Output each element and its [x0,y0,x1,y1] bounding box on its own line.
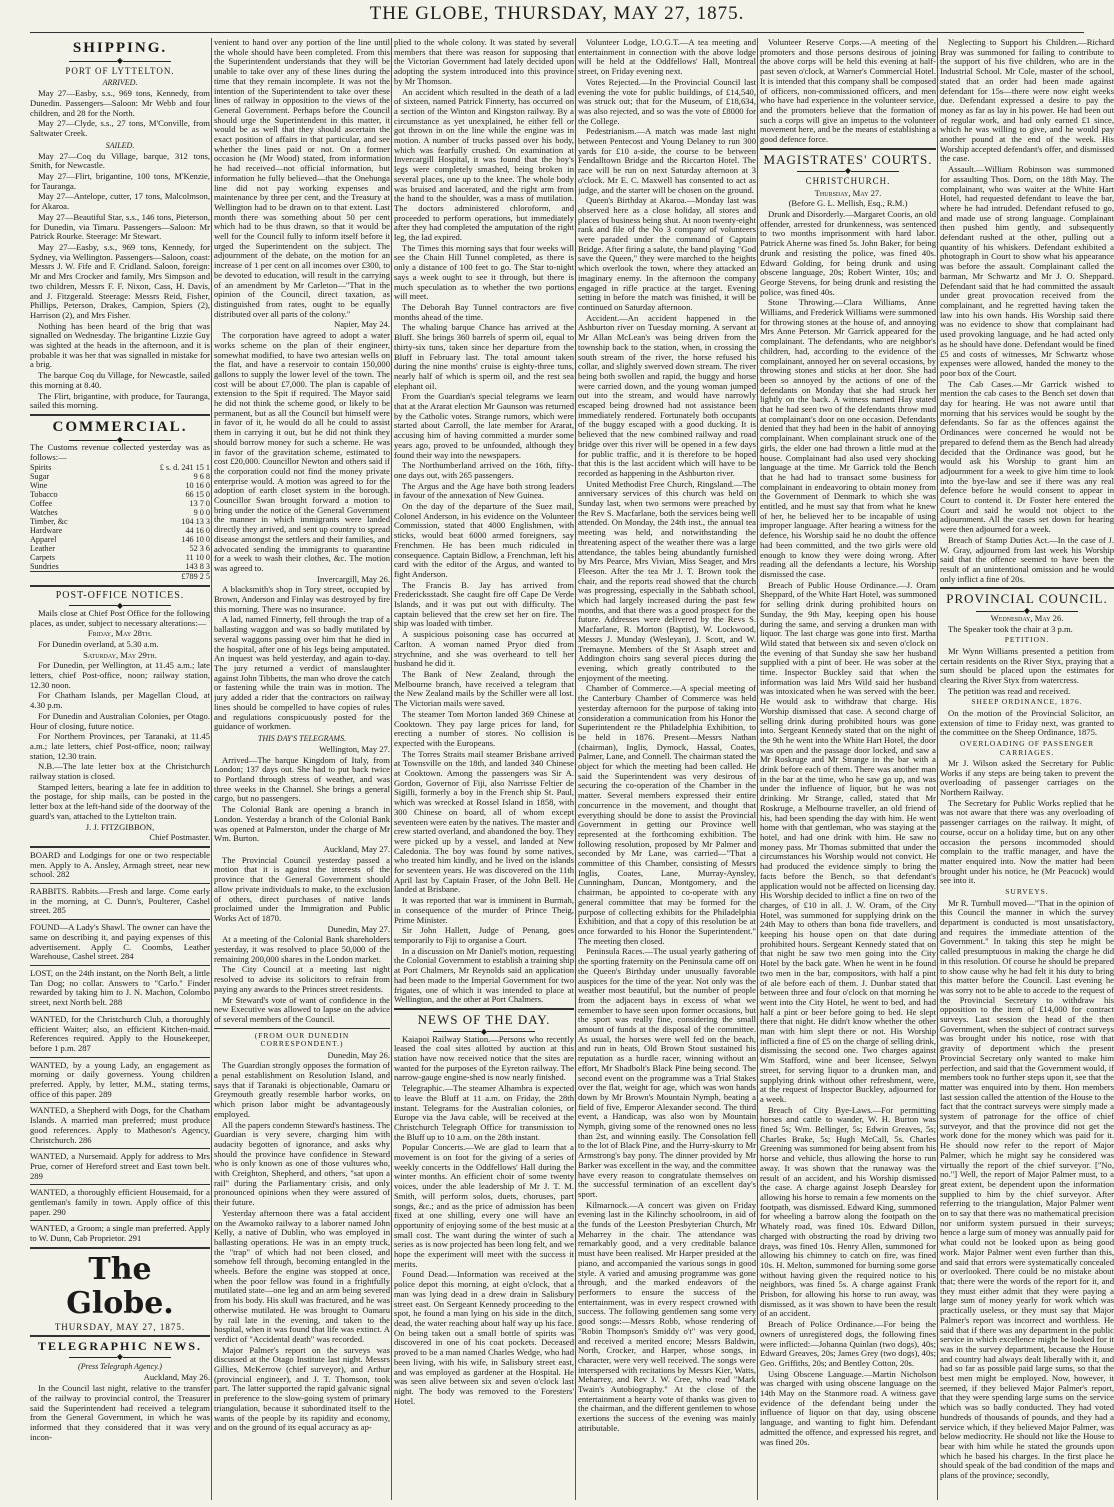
sailed-item: May 27—Beautiful Star, s.s., 146 tons, Pieterson, for Dunedin, via Timaru. Passengers—Saloon: Mr Patrick Rourke. Steerage: Mr Stewart. [30,211,210,242]
customs-amount: 146 10 0 [181,535,210,545]
customs-item: Sugar [30,472,50,482]
section-rule [30,1247,210,1249]
council-subheading: PETITION. [1004,635,1050,645]
article-paragraph: The Times this morning says that four weeks will see the Chain Hill Tunnel completed, as there is only a distance of 100 feet to go. The Star to-night says a week ought to see it through, but there is much speculation as to whether the two portions will meet. [394,242,574,302]
column-rule [575,38,576,1500]
article-paragraph: Mr Steward's vote of want of confidence in the new Executive was allowed to lapse on the advice of several members of the Council. [214,994,390,1024]
council-paragraph: On the motion of the Provincial Solicitor, an extension of time to Friday next, was granted to the committee on the Sheep Ordinance, 1875. [940,707,1114,738]
section-rule [940,587,1114,589]
column-6 [940,38,1114,1500]
telegraph-source: (Press Telegraph Agency.) [78,1362,162,1372]
classified-ad: WANTED, a Shepherd with Dogs, for the Chatham Islands. A married man preferred; must produce good references. Apply to Matheson's Agency, Christchurch. 286 [30,1105,210,1145]
column-rule [211,38,212,1500]
customs-amount: 13 7 0 [189,499,210,509]
customs-row [30,508,210,517]
article-paragraph: The steamer Tom Morton landed 369 Chinese at Cooktown. They pay large prices for land, for erecting a number of stores. No collision is expected with the Europeans. [394,708,574,748]
article-paragraph: From the Guardian's special telegrams we learn that at the Ararat election Mr Gaunson was returned by the Catholic votes. Strange rumors, which were started about Carroll, the late member for Ararat, accusing him of having committed a murder some years ago, proved to be unfounded, although they found their way into the newspapers. [394,391,574,460]
ad-rule [30,1102,210,1103]
customs-item: Tobacco [30,490,58,500]
shipping-note: Nothing has been heard of the brig that was signalled on Wednesday. The brigantine Lizzie Guy was sighted at the heads in the afternoon, and it is probable it was her that was signalled in mistake for a brig. [30,320,210,370]
magistrates-courts-heading: MAGISTRATES' COURTS. [763,151,933,167]
shipping-heading: SHIPPING. [72,40,168,56]
article-paragraph: The Argus and the Age have both strong leaders in favour of the annexation of New Guinea. [394,480,574,501]
shipping-port: PORT OF LYTTELTON. [65,65,175,76]
customs-item: Timber, &c [30,517,68,527]
customs-amount: 9 0 0 [193,508,210,518]
divider-ornament: ◆ [30,58,210,64]
article-paragraph: A suspicious poisoning case has occurred at Carlton. A woman named Pryor died from strychnine, and she was overheard to tell her husband he did it. [394,629,574,669]
customs-amount: 143 8 3 [185,562,210,572]
sailed-item: May 27—Antelope, cutter, 17 tons, Malcolmson, for Akaroa. [30,191,210,212]
customs-amount: 52 3 6 [189,544,210,554]
divider-ornament: ◆ [394,1029,574,1035]
subheading: (FROM OUR DUNEDIN CORRESPONDENT.) [254,1030,350,1049]
council-subheading: OVERLOADING OF PASSENGER CARRIAGES. [959,739,1095,757]
ad-rule [30,1057,210,1058]
customs-row [30,490,210,499]
customs-item: Hardware [30,526,63,536]
provincial-council-heading: PROVINCIAL COUNCIL. [946,591,1108,607]
post-notice: Stamped letters, bearing a late fee in addition to the postage, for ship mails, can be posted in the letter box at the left-hand side of the doorway of the guard's van, attached to the Lyttelton train. [30,781,210,821]
dateline: Napier, May 24. [334,319,390,330]
article-paragraph: The Guardian strongly opposes the formation of a penal establishment on Resolution Island, and says that if Taranaki is objectionable, Oamaru or Greymouth greatly resemble harbor works, on which prison labor might be advantageously employed. [214,1060,390,1119]
divider-ornament: ◆ [760,168,936,174]
article-paragraph: In the Council last night, relative to the transfer of the railway to provincial control, the Treasurer said the Superintendent had received a telegram from the General Government, in which he was informed that they considered that it was very incon- [30,1383,210,1442]
customs-row [30,517,210,526]
sailed-item: May 27—Flirt, brigantine, 100 tons, M'Kenzie, for Tauranga. [30,171,210,191]
news-item: United Methodist Free Church, Ringsland.—The anniversary services of this church was held on Sunday last, when two sermons were preached by the Rev S. Macfarlane, both the services being well attended. On Monday, the 24th inst., the annual tea meeting was held, and notwithstanding the threatening aspect of the weather there was a large attendance, the tables being abundantly furnished by Mrs Pearce, Mrs Vivian, Miss Seager, and Mrs Fleeson. After the tea Mr J. T. Brown took the chair, and the reports read showed that the church was progressing, especially in the Sabbath school, which had largely increased during the past few months, and that there was a good prospect for the future. Addresses were delivered by the Revs S. Macfarlane, R. Morton (Baptist), W. Lockwood, Messrs J. Munday (Wesleyan), J. Scott, and W. Tremayne. Members of the St Asaph street and Addington choirs sang several pieces during the evening, which greatly contributed to the enjoyment of the meeting. [578,478,756,683]
customs-row [30,481,210,490]
customs-item: Leather [30,544,55,554]
article-paragraph: Yesterday afternoon there was a fatal accident on the Awamoko railway to a laborer named John Kelly, a native of Dublin, who was employed in ballasting operations. He was in an empty truck, the "trap" of which had not been closed, and somehow fell through, becoming entangled in the wheels. Before the engine was stopped at once, when the poor fellow was found in a frightfully mutilated state—one leg and an arm being severed from his body. His skull was fractured, and he was otherwise mutilated. He was brought to Oamaru by rail late in the evening, and taken to the hospital, when it was found that life was extinct. A verdict of "Accidental death" was recorded. [214,1207,390,1344]
court-case: Breach of Public House Ordinance.—J. Oram Sheppard, of the White Hart Hotel, was summoned for selling drink during prohibited hours on Sunday, the 9th May, keeping open his house during the same, and serving a drunken man with liquor. The last charge was gone into first. Martha Wild stated that between six and seven o'clock on the evening of that Sunday she saw her husband supplied with a pint of beer. He was sober at the time. Inspector Buckley said that when the information was laid Mrs Wild said her husband was intoxicated when he was served with the beer. He would ask to withdraw that charge. His Worship dismissed that case. A second charge of selling drink during prohibited hours was gone into. Sergeant Kennedy stated that on the night of the 9th he went into the White Hart Hotel, the door was open and the passage door locked, and saw a Mr Roskruge and Mr Strange in the bar with a drink before each of them. There was another man in the bar at the time, who he saw go up, and was under the influence of liquor, but he was not drinking. Mr Strange, called, stated that Mr Roskruge, a Melbourne traveller, an old friend of his, had been spending the day with him. He went home with that gentleman, who was staying at the hotel, and had one drink with him. He saw no money pass. Mr Thomas submitted that under the circumstances his Worship would not convict. He had produced the evidence simply to bring the facts before the Bench, so that defendant's application would not be affected on licensing day. His Worship decided to inflict a fine on two of the charges, of £10 in all. J. W. Oram, of the City Hotel, was summoned for supplying drink on the 24th May to others than bona fide travellers, and keeping his house open on that date during prohibited hours. Sergeant Kennedy stated that on that night he saw two men going into the City Hotel by the back gate. When he went in he found two men in the bar, compositors, with half a pint of ale before each of them. J. Dunbar stated that between three and four o'clock on that morning he went into the City Hotel, he went to bed, and had half a pint or beer before going to bed. He slept there that night. He didn't know whether the other man with him slept there or not. His Worship inflicted a fine of £5 on the charge of selling drink, dismissing the second one. Two charges against Wm Stafford, wine and beer licensee, Selwyn street, for serving liquor to a drunken man, and supplying drink without other refreshment, were, at the request of Inspector Buckley, adjourned for a week. [760,579,936,1104]
court-case: The Cab Cases.—Mr Garrick wished to mention the cab cases to the Bench set down that day for hearing. He was not aware until that morning that his services would be sought by the defendants. So far as the offences against the Ordinances were concerned he would not be prepared to defend them as the Bench had already decided that the Ordinance was good, but he would ask his Worship to grant him an adjournment for a week to give him time to look into the bye-law and see if there was any real defence before he would consent to appear in Court to contend it. Dr Foster here entered the Court and said he would not object to the adjournment. All the cases set down for hearing were then adjourned for a week. [940,378,1114,535]
section-rule [30,846,210,848]
arrived-label: ARRIVED. [102,78,138,88]
article-paragraph: The Northumberland arrived on the 16th, fifty-one days out, with 265 passengers. [394,460,574,480]
post-signature: J. J. FITZGIBBON, [85,821,155,832]
classified-ad: WANTED, a Groom; a single man preferred. Apply to W. Dunn, Cab Proprietor. 291 [30,1223,210,1244]
council-paragraph: The petition was read and received. [948,685,1071,696]
court-case: Breach of City Bye-Laws.—For permitting horses and cattle to wander, W. H. Burton was fined 5s; Wm. Bellinger, 5s; Edwin Greaves, 5s; Charles Brake, 5s; Hugh McCall, 5s. Charles Greening was summoned for being absent from his horse and vehicle, thus allowing the horse to run away. It was shown that the runaway was the result of an accident, and his Worship dismissed the case. A charge against Joseph Dearsley for allowing his horse to remain a few moments on the footpath, was dismissed. Edward King, summoned for wheeling a barrow along the footpath on the Whately road, was fined 10s. Edward Dillon, charged with obstructing the road by driving two drays, was fined 10s. Henry Allen, summoned for allowing his chimney to catch on fire, was fined 10s. H. Melton, summoned for burning some gorse without having given the required notice to his neighbors, was fined 5s. A charge against Frank Prisbon, for allowing his horse to run away, was dismissed, as it was shown to have been the result of an accident. [760,1104,936,1319]
news-item: Found Dead.—Information was received at the police depot this morning, at eight o'clock, that a man was lying dead in a drew drain in Salisbury street east. On Sergeant Kennedy proceeding to the spot, he found a man lying on his side in the ditch, dead, the water reaching about half way up his face. On being taken out a small bottle of spirits was discovered in one of his coat pockets. Deceased proved to be a man named Charles Wedge, who had been living, with his wife, in Salisbury street east, and was employed as gardener at the Hospital. He was seen alive between six and seven o'clock last night. The body was removed to the Foresters' Hotel. [394,1269,574,1406]
customs-item: Carpets [30,553,56,563]
section-rule [760,148,936,150]
council-paragraph: The Secretary for Public Works replied that he was not aware that there was any overloading of passenger carriages on the railway. It might, of course, occur on a holiday time, but on any other occasion the persons incommoded should complain to the traffic manager, and have the matter enquired into. Now the matter had been brought under his notice, he (Mr Peacock) would see into it. [940,797,1114,886]
news-item: Accident.—An accident happened in the Ashburton river on Tuesday morning. A servant at Mr Allan McLean's was being driven from the township back to the station, when, in crossing the south stream of the river, the horse refused his collar, and slightly swerved down stream. The river being both swollen and rapid, the buggy and horse were carried down, and the young woman jumped out into the stream, and would have narrowly escaped being drowned had not assistance been immediately rendered. Fortunately both occupants of the buggy escaped with a good ducking. It is believed that the new combined railway and road bridge over this river will be opened in a few days for public traffic, and it is therefore to be hoped that this is the last accident which will have to be recorded as happening in the Ashburton river. [578,312,756,478]
dateline: Dunedin, May 26. [327,1049,390,1060]
classified-ad: WANTED, a Nursemaid. Apply for address to Mrs Prue, corner of Hereford street and East town belt. 289 [30,1151,210,1181]
court-case: Stone Throwing.—Clara Williams, Anne Williams, and Frederick Williams were summoned for throwing stones at the house of, and annoying Mrs Anne Peterson. Mr Garrick appeared for the complainant. The defendants, who are neighbor's children, had, according to the evidence of the complainant, annoyed her on several occasions, by throwing stones and sticks at her door. She had been so annoyed by the actions of one of the defendants on Monday that she had struck her lightly on the back. A witness named Hay stated that he had seen two of the defendants throw mud at complainant's door on one occasion. Defendants denied that they had been in the habit of annoying complainant. When complainant struck one of the girls, the elder one had thrown a little mud at the house. Complainant had also used very shocking language at the time. Mr Garrick told the Bench that he had had to transact some business for complainant in endeavoring to obtain money from the Government of Denmark to which she was entitled, and he must say that from what he knew of her, he believed her to be incapable of using improper language. After hearing a witness for the defence, his Worship said he no doubt the offence had been committed, and the two girls were old enough to know they were doing wrong. After reading all the defendants a lecture, his Worship dismissed the case. [760,297,936,579]
column-3 [394,38,574,1500]
post-notice: Saturday, May 29th. [83,649,157,660]
news-item: Votes Rejected.—In the Provincial Council last evening the vote for public buildings, of £14,540, was struck out; that for the Museum, of £18,634, was also rejected, and so was the vote of £8000 for the College. [578,76,756,126]
news-item: Kilmarnock.—A concert was given on Friday evening last in the Kilinchy schoolroom, in aid of the funds of the Leeston Presbyterian Church, Mr Meharrey in the chair. The attendance was remarkably good, and a very creditable balance must have been realised. Mr Harper presided at the piano, and accompanied the various songs in good style. A varied and amusing programme was gone through, and the marked endeavors of the performers to ensure the success of the entertainment, was in every respect crowned with success. The following gentlemen sang some very good songs:—Messrs Robb, whose rendering of "Robin Thompson's Smiddy o't" was very good, and received a merited encore; Messrs Baldwin, North, Crocker, and Harper, whose songs, in character, were very well received. The songs were interspersed with recitations by Messrs Kier, Watts, Meharrey, and Rev J. W. Cree, who read "Mark Twain's Autobiography." At the close of the entertainment a hearty vote of thanks was given to the chairman, and the different gentlemen to whose exertions the success of the evening was mainly attributable. [578,1199,756,1433]
customs-amount: 10 16 0 [185,481,210,491]
ad-rule [30,965,210,966]
news-of-the-day-heading: NEWS OF THE DAY. [417,1011,551,1027]
council-date: Wednesday, May 26. [990,613,1064,624]
post-office-heading: POST-OFFICE NOTICES. [55,589,185,601]
article-paragraph: The Francis B. Jay has arrived from Fredericksstadt. She caught fire off Cape De Verde Islands, and it was put out with difficulty. The captain believed that the crew set her on fire. The ship was loaded with timber. [394,579,574,629]
classified-ad: WANTED, a thoroughly efficient Housemaid, for a gentleman's family in town. Apply office of this paper. 290 [30,1187,210,1217]
customs-row [30,562,210,572]
telegraphic-news-heading: TELEGRAPHIC NEWS. [37,1338,203,1353]
sailed-item: May 27—Coq du Village, barque, 312 tons, Smith, for Newcastle. [30,150,210,171]
column-rule [757,38,758,1500]
customs-amount: £ s. d. 241 15 1 [159,463,210,473]
classified-ad: LOST, on the 24th instant, on the North Belt, a little Tan Dog; no collar. Answers to "Carlo." Finder rewarded by taking him to J. N. Machon, Colombo street, next North belt. 288 [30,968,210,1008]
subheading: THIS DAY'S TELEGRAMS. [257,733,347,743]
customs-row [30,499,210,508]
article-paragraph: A lad, named Finnerty, fell through the trap of a ballasting waggon and was so badly mutilated by several waggons passing over him that he died in the hospital, after one of his legs being amputated. An inquest was held yesterday, and again to-day. The jury returned a verdict of manslaughter against John Tibbetts, the man who drove the catch or fastening while the train was in motion. The jury added a rider that the contractors on railway lines should be compelled to have copies of rules and regulations conspicuously posted for the guidance of workmen. [214,614,390,732]
news-item: Queen's Birthday at Akaroa.—Monday last was observed here as a close holiday, all stores and places of business being shut. At noon twenty-eight rank and file of the No 3 company of volunteers were paraded under the command of Captain Bridge. After firing a salute, the band playing "God save the Queen," they were marched to the heights which overlook the town, where they attacked an imaginary enemy. In the afternoon the company engaged in rifle practice at the target. Evening setting in before the match was finished, it will be continued on Saturday afternoon. [578,195,756,312]
customs-row [30,535,210,544]
council-paragraph: Mr Wynn Williams presented a petition from certain residents on the River Styx, praying that a sum should be placed upon the estimates for clearing the River Styx from watercress. [940,645,1114,686]
issue-dateline: THURSDAY, MAY 27, 1875. [54,1321,186,1332]
section-rule [214,1028,390,1029]
section-rule [30,1335,210,1337]
article-paragraph: On the day of the departure of the Suez mail, Colonel Anderson, in his evidence on the Volunteer Commission, stated that 4000 Englishmen, with sticks, would beat 6000 armed foreigners, say Frenchmen. He has been much ridiculed in consequence. Captain Bidlow, a Frenchman, left his card with the editor of the Argus, and wanted to fight Anderson. [394,501,574,579]
article-paragraph: A blacksmith's shop in Tory street, occupied by Brown, Anderson and Finlay was destroyed by fire this morning. There was no insurance. [214,584,390,614]
arrived-item: May 27—Clyde, s.s., 27 tons, M'Conville, from Saltwater Creek. [30,118,210,138]
article-paragraph: Sir John Hallett, Judge of Penang, goes temporarily to Fiji to organise a Court. [394,925,574,945]
customs-row [30,472,210,481]
shipping-note: The Flirt, brigantine, with produce, for Tauranga, sailed this morning. [30,390,210,411]
section-rule [30,414,210,416]
classified-ad: WANTED, for the Christchurch Club, a thoroughly efficient Waiter; also, an efficient Kitchen-maid. References required. Apply to the Housekeeper, before 1 p.m. 287 [30,1013,210,1053]
customs-item: Apparel [30,535,57,545]
dateline: Invercargill, May 26. [317,573,390,584]
ad-rule [30,1184,210,1185]
ad-rule [30,1011,210,1012]
article-paragraph: The Colonial Bank are opening a branch in London. Yesterday a branch of the Colonial Bank was opened at Palmerston, under the charge of Mr Wm. Burton. [214,804,390,844]
council-paragraph: Mr R. Turnbull moved—"That in the opinion of this Council the manner in which the survey department is conducted is most unsatisfactory, and requires the immediate attention of the Government." In taking this step he might be called presumptuous in making the charge he did in this resolution. Of course he should be prepared to show cause why he had felt it his duty to bring this matter before the Council. Last evening he was sorry not to be able to accede to the request of the Provincial Secretary to withdraw his opposition to the item of £14,000 for contract surveys. Last session the head of the then Government, when the subject of contract surveys was brought under his notice, rose with that gravity of deportment which the present Provincial Secretary only wanted to make him perfection, and said that the Government would, if members took no further steps upon it, see that the matter was enquired into by them. Hon members last session called the attention of the House to the fact that the contract surveys were simply made a system of patronage for the office of chief surveyor, and that the province did not get the work done for the money which was paid for it. He should now refer to the report of Major Palmer, which he might say he considered was virtually the report of the chief surveyor. ["No, no."] Well, the report of Major Palmer must, to a great extent, be dependent upon the information supplied to him by the chief surveyor. After referring to the triangulation, Major Palmer went on to say that there was no mathematical precision nor uniform system pursued in their surveys; hence a large sum of money was annually paid for what could not be looked upon as being good work. Major Palmer went even further than this, and said that errors were systematically concealed or overlooked. There could be no mistake about that; there were the words of the report for it, and they must either admit that they were paying a large sum of money yearly for work which was practically useless, or they must say that Major Palmer's report was incorrect and worthless. He said that if there was any department in the public service in which excellence might be looked for it was in the survey department, because the House and country had always dealt liberally with it, and had so far as possible paid large sums, so that the best men might be employed. Now, however, it seemed, if they believed Major Palmer's report, that they were spending large sums on the service which was so badly conducted. They had voted hundreds of thousands of pounds, and they had a service which, if they believed Major Palmer, was below mediocrity. He should not like the House to bear with him while he stated the grounds upon which he based his charges. In the first place he should speak of the bad condition of the maps and plans of the province; secondly, [940,897,1114,1481]
court-case: Breach of Stamp Duties Act.—In the case of J. W. Gray, adjourned from last week his Worship said that the offence seemed to have been the result of an unintentional omission and he would only inflict a fine of 20s. [940,534,1114,584]
dateline: Wellington, May 27. [319,743,390,754]
article-paragraph: Arrived—The barque Kingdom of Italy, from London; 137 days out. She had to put back twice to Portland through stress of weather, and was three weeks in the Channel. She brings a general cargo, but no passengers. [214,754,390,804]
article-paragraph: The Deborah Bay Tunnel contractors are five months ahead of the time. [394,301,574,322]
article-paragraph: The corporation have agreed to adopt a water works scheme on the plan of their engineer, somewhat modified, to have two artesian wells on the flat, and have a reservoir to contain 150,000 gallons to supply the lower level of the town. The cost will be about £7,000. The plan is capable of extension to the Spit if required. The Mayor said he did not think the scheme good, or likely to be permanent, but as all the Council but himself were in favor of it, he would do all he could to assist them in carrying it out, but he did not think they should borrow money for such a scheme. He was in favor of the gravitation scheme, estimated to cost £20,000. Councillor Newton and others said if the corporation could not find the money private enterprise would. A motion was agreed to for the adoption of earth closet system in the borough. Councillor Swan brought forward a motion to bring under the notice of the General Government the manner in which immigrants were landed directly they arrived, and sent up country to spread disease amongst the settlers and their families, and advocated sending the immigrants to quarantine for a week to wash their clothes, &c. The motion was agreed to. [214,330,390,573]
post-signature-title: Chief Postmaster. [149,832,210,843]
news-item: Peninsula Races.—The usual yearly gathering of the sporting fraternity on the Peninsula came off on the Queen's Birthday under unusually favorable auspices for the time of the year. Not only was the weather most beautiful, but the number of people from the adjacent bays in excess of what we remember to have seen upon former occasions, but the sport was really fine, considering the small amount of funds at the disposal of the committee. As usual, the horses were well fed on the beach, and run in heats, Old Brown Stout sustained his reputation as a hurdle racer, winning without an effort, Mr Shadbolt's Black Pine being second. The second event on the programme was a Trial Stakes over the flat, weight for age, which was won hands down by Mr Brown's Mountain Nymph, beating a field of five, Emperor Alexander second. The third event, a Handicap, was also won by Mountain Nymph, giving some of the renowned ones no less than 2st, and winning easily. The Consolation fell to the lot of Black Pine, and the Hurry-skurry to Mr Armstrong's bay pony. The dinner provided by Mr Barker was excellent in the way, and the committee have every reason to congratulate themselves on the successful termination of an excellent day's sport. [578,946,756,1199]
customs-item: Spirits [30,463,52,473]
masthead: THE GLOBE, THURSDAY, MAY 27, 1875. [369,3,745,24]
article-paragraph: The Provincial Council yesterday passed a motion that it is against the interests of the province that the General Government should allow private individuals to make, to the exclusion of others, direct purchases of native lands proclaimed under the Immigration and Public Works Act of 1870. [214,854,390,923]
news-item: Kaiapoi Railway Station.—Persons who recently leased the coal sites allotted by auction at this station have now received notice that the sites are wanted for the purposes of the Eyreton railway. The narrow-gauge engine-shed is now nearly finished. [394,1033,574,1083]
court-location: CHRISTCHURCH. [805,176,891,187]
column-rule [937,38,938,1500]
article-paragraph: An accident which resulted in the death of a lad of sixteen, named Patrick Finnerty, has occurred on a section of the Winton and Kingston railway. By a circumstance as yet unexplained, he either fell or got thrown in on the line while the engine was in motion. A number of trucks passed over his body, which was fearfully crushed. On examination at Invercargill Hospital, it was found that the boy's legs were completely smashed, being broken in several places, one up to the knee. The whole body was bruised and lacerated, and the right arm from the hand to the shoulder, was a mass of mutilation. The doctors administered chloroform, and proceeded to perform operations, but immediately after they had completed the amputation of the right leg, the lad expired. [394,86,574,243]
column-rule [391,38,392,1500]
court-case: Neglecting to Support his Children.—Richard Bray was summoned for failing to contribute to the support of his five children, who are in the Industrial School. Mr Cole, master of the school, stated that an order had been made against defendant for 15s—there were now eight weeks due. Defendant expressed a desire to pay the money as far as lay in his power. He had been out of regular work, and had only earned £1 since, which he was willing to give, and he would pay another pound at the end of the week. His Worship accepted defendant's offer, and dismissed the case. [940,38,1114,164]
council-subheading: SHEEP ORDINANCE, 1876. [971,697,1083,707]
article-paragraph: plied to the whole colony. It was stated by several members that there was reason for supposing that the Victorian Government had lately decided upon adopting the system introduced into this province by Mr Thomson. [394,38,574,86]
council-subheading: SURVEYS. [1005,887,1049,897]
customs-item: Wine [30,481,48,491]
article-paragraph: At a meeting of the Colonial Bank shareholders yesterday, it was resolved to place 50,000 of the remaining 200,000 shares in the London market. [214,934,390,964]
classified-ad: FOUND—A Lady's Shawl. The owner can have the same on describing it, and paying expenses of this advertisement. Apply C. Coombs, Leather Warehouse, Cashel street. 284 [30,922,210,962]
dateline: Dunedin, May 27. [327,923,390,934]
post-notice: For Chatham Islands, per Magellan Cloud, at 4.30 p.m. [30,690,210,711]
court-case: Assault.—William Robinson was summoned for assaulting Thos. Dorn, on the 18th May. The complainant, who was waiter at the White Hart Hotel, had requested defendant to leave the bar, where he had intruded. Defendant refused to go, and made use of strong language. Complainant then pushed him gently, and subsequently defendant rushed at the other, pulling out a quantity of his whiskers. Defendant exhibited a photograph in Court to show what his appearance was before the assault. Complainant called the barman, Mr Schwartz and Mr J. O. Sheppard. Defendant said that he had committed the assault under great provocation received from the complainant, and he regretted having taken the law into his own hands. His Worship said there was no evidence to show that complainant had used provoking language, and he had acted only as he should have done. Defendant would be fined £5 and costs of witnesses, Mr Schwartz whose expenses were allowed, handed the money to the poor box of the Court. [940,164,1114,378]
customs-item: Coffee [30,499,53,509]
customs-row [30,526,210,535]
newspaper-nameplate: The Globe. [66,1251,174,1321]
commercial-heading: COMMERCIAL. [52,418,188,435]
customs-amount: 44 16 0 [185,526,210,536]
section-rule [394,1008,574,1010]
sailed-item: May 27—Easby, s.s., 969 tons, Kennedy, for Sydney, via Wellington. Passengers—Saloon, coast: Messrs J. W. Fife and F. Cridland. Saloon, foreign: Mr and Mrs Crocker and family, Mrs Simpson and two children, Messrs F. F. Nixon, Cass, H. Davis, and J. Fitzgerald. Steerage: Messrs Reid, Fisher, Phillips, Peterson, Drakes, Campion, Spiers (2), Harrison (2), and Mrs Fisher. [30,242,210,320]
news-item: Volunteer Lodge, I.O.G.T.—A tea meeting and entertainment in connection with the above lodge will be held at the Oddfellows' Hall, Montreal street, on Friday evening next. [578,38,756,77]
ad-rule [30,919,210,920]
arrived-item: May 27—Easby, s.s., 969 tons, Kennedy, from Dunedin. Passengers—Saloon: Mr Webb and four children, and 28 for the North. [30,88,210,118]
post-notice: Mails close at Chief Post Office for the following places, as under, subject to necessary alterations:— [30,607,210,628]
post-notice: For Northern Provinces, per Taranaki, at 11.45 a.m.; late letters, chief Post-office, noon; railway station, 12.30 train. [30,731,210,761]
sailed-label: SAILED. [105,140,135,150]
court-case: Drunk and Disorderly.—Margaret Cooris, an old offender, arrested for drunkenness, was sentenced to two months imprisonment with hard labor. Patrick Aherne was fined 5s. John Baker, for being drunk and resisting the police, was fined 40s. Edward Golding, for being drunk and using obscene language, 20s; Robert Winter, 10s; and George Stevens, for being drunk and resisting the police, was fined 40s. [760,208,936,297]
ad-rule [30,883,210,884]
classified-ad: WANTED, by a young Lady, an engagement as morning or daily governess. Young children preferred. Apply, by letter, M.M., stating terms, office of this paper. 289 [30,1059,210,1099]
customs-item: Watches [30,508,58,518]
article-paragraph: The Torres Straits mail steamer Brisbane arrived at Townsville on the 18th, and landed 340 Chinese at Cooktown. Among the passengers was Sir A. Gordon, Governor of Fiji, also Narrisse Feltier de Sigilli, formerly a boy in the French ship St. Paul, which was wrecked at Rossel Island in 1858, with 300 Chinese on board, all of whom except seventeen were eaten by the natives. The master and crew started overland, and abandoned the boy. They were picked up by a vessel, and landed at New Caledonia. The boy was found by some natives, who treated him kindly, and he lived on the islands for seventeen years. He was discovered on the 11th April last by Captain Fraser, of the John Bell. He landed at Brisbane. [394,748,574,895]
ad-rule [30,1148,210,1149]
customs-row [30,463,210,472]
article-paragraph: The whaling barque Chance has arrived at the Bluff. She brings 360 barrels of sperm oil, equal to thirty-six tuns, taken since her departure from the Bluff in February last. The total amount taken during the nine months' cruise is eighty-three tuns, nearly half of which is sperm oil, and the rest sea elephant oil. [394,322,574,391]
divider-ornament: ◆ [30,1354,210,1360]
article-paragraph: venient to hand over any portion of the line until the whole should have been completed. From this the Superintendent understands that they will be unable to take over any of these lines during the time that they remain incomplete. It was not the intention of the Superintendent to take over these lines of railway in opposition to the views of the General Government. Perhaps before the Council should urge the Superintendent in this matter, it would be as well that they should ascertain the exact position of affairs in that particular, and see whether the lines paid or not. On a former occasion he (Mr Wood) stated, from information he had received—not official information, but information he fully believed—that the Onehunga line did not pay working expenses and maintenance by three per cent, and the Treasury at Wellington had to be drawn on to that extent. Last month there was something about 50 per cent which had to be thus drawn, so that it would be well for the Council fully to inform itself before it urged the Superintendent on the subject. The adjournment of the debate, on the motion for an increase of 1 per cent on all incomes over £300, to be devoted to education, will result in the carrying of an amendment by Mr Carleton—"That in the opinion of the Council, direct taxation, as distinguished from rates, ought to be equally distributed over all parts of the colony." [214,38,390,319]
column-5 [760,38,936,1500]
news-item: Pedestrianism.—A match was made last night between Pentecost and Young Delaney to run 300 yards for £10 a-side, the course to be between Fendalltown Bridge and the Riccarton Hotel. The race will be run on next Saturday afternoon at 3 o'clock. Mr E. C. Maxwell has consented to act as judge, and the starter will be chosen on the ground. [578,126,756,195]
column-2 [214,38,390,1500]
classified-ad: RABBITS. Rabbits.—Fresh and large. Come early in the morning, at C. Dunn's, Poulterer, Cashel street. 285 [30,886,210,916]
customs-item: Sundries [30,562,59,572]
post-notice: For Dunedin and Australian Colonies, per Otago. Hour of closing, future notice. [30,710,210,731]
court-case: Breach of Police Ordinance.—For being the owners of unregistered dogs, the following fines were inflicted:—Johanna Quinlan (two dogs), 40s; Edward Greaves, 20s; James Grey (two dogs), 40s; Geo. Griffiths, 20s; and Bentley Cotton, 20s. [760,1319,936,1368]
news-item: Telegraphic.—The steamer Alhambra is expected to leave the Bluff at 11 a.m. on Friday, the 28th instant. Telegrams for the Australian colonies, or Europe via the Java cable, will be received at the Christchurch Telegraph Office for transmission to the Bluff up to 10 a.m. on the 28th instant. [394,1083,574,1142]
court-bench: (Before G. L. Mellish, Esq., R.M.) [788,198,908,209]
article-paragraph: The Bank of New Zealand, through the Melbourne branch, have received a telegram that the New Zealand mails by the Schiller were all lost. The Victorian mails were saved. [394,669,574,709]
post-notice: For Dunedin, per Wellington, at 11.45 a.m.; late letters, chief Post-office, noon; railway station, 12.30 noon. [30,660,210,690]
customs-total: £789 2 5 [181,572,210,582]
news-item: Volunteer Reserve Corps.—A meeting of the promoters and those persons desirous of joining the above corps will be held this evening at half-past seven o'clock, at Warner's Commercial Hotel. It is intended that this company shall be composed of officers, non-commissioned officers, and men who have had experience in the volunteer service, and the promoters believe that the formation of such a corps will give an impetus to the volunteer movement here, and be the means of establishing a good defence force. [760,38,936,145]
post-notice: For Dunedin overland, at 5.30 a.m. [38,638,159,649]
news-item: Chamber of Commerce.—A special meeting of the Canterbury Chamber of Commerce was held yesterday afternoon for the purpose of taking into consideration a communication from his Honor the Superintendent re the Philadelphia Exhibition, to be held in 1876. Present—Messrs Nathan (chairman), Inglis, Dymock, Hassal, Coates, Palmer, Lane, and Connell. The chairman stated the object for which the meeting had been called. He said the Superintendent was very desirous of securing the co-operation of the Chamber in the matter. Several members expressed their entire concurrence in the movement, and thought that everything should be done to assist the Provincial Government in getting our Province well represented at the forthcoming exhibition. The following resolution, proposed by Mr Palmer and seconded by Mr Lane, was carried—"That a committee of this Chamber, consisting of Messrs Inglis, Coates, Lane, Murray-Aynsley, Cunningham, Duncan, Montgomery, and the chairman, be appointed to co-operate with any general committee that may be formed for the purpose of collecting exhibits for the Philadelphia Exhibition, and that a copy of this resolution be at once forwarded to his Honor the Superintendent." The meeting then closed. [578,683,756,946]
customs-table [30,463,210,581]
divider-ornament: ◆ [940,608,1114,614]
council-paragraph: Mr J. Wilson asked the Secretary for Public Works if any steps are being taken to prevent the overloading of passenger carriages on the Northern Railway. [940,757,1114,798]
court-case: Using Obscene Language.—Martin Nicholson was charged with using obscene language on the 14th May on the Stanmore road. A witness gave evidence of the defendant being under the influence of liquor on that day, using obscene language, and wanting to fight him. Defendant admitted the offence, and expressed his regret, and was fined 20s. [760,1368,936,1447]
column-1 [30,38,210,1500]
customs-amount: 11 10 0 [185,553,210,563]
customs-amount: 66 15 0 [185,490,210,500]
post-notice: N.B.—The late letter box at the Christchurch railway station is closed. [30,761,210,782]
customs-row [30,544,210,553]
article-paragraph: It was reported that war is imminent in Burmah, in consequence of the murder of Prince Theig, Prime Minister. [394,895,574,925]
article-paragraph: All the papers condemn Steward's hastiness. The Guardian is very severe, charging him with audacity begotten of ignorance, and asks why should the province have confidence in Steward who is only known as one of those vultures who, with Creighton, Shepherd, and others, "sat upon a rail" during the Parliamentary crisis, and only pronounced opinions when they were assured of their future. [214,1119,390,1208]
court-date: Thursday, May 27. [814,187,882,198]
customs-intro: The Customs revenue collected yesterday was as follows:— [30,441,210,462]
council-paragraph: The Speaker took the chair at 3 p.m. [948,623,1073,634]
dateline: Auckland, May 27. [323,843,390,854]
article-paragraph: In a discussion on Mr Daniel's motion, requesting the Colonial Government to establish a training ship at Port Chalmers, Mr Reynolds said an application had been made to the Imperial Government for two frigates, one of which it was intended to place at Wellington, and the other at Port Chalmers. [394,945,574,1005]
masthead-rule [30,32,1084,33]
classified-ad: BOARD and Lodgings for one or two respectable men. Apply to A. Ansley, Armagh street, near new school. 282 [30,849,210,880]
shipping-note: The barque Coq du Village, for Newcastle, sailed this morning at 8.40. [30,370,210,390]
section-rule [30,585,210,587]
divider-ornament: ◆ [30,437,210,443]
customs-amount: 9 6 8 [193,472,210,482]
dateline: Auckland, May 26. [143,1372,210,1383]
divider-ornament: ◆ [30,603,210,609]
article-paragraph: Major Palmer's report on the surveys was discussed at the Otago Institute last night. Messrs Gillies, McKerrow (chief surveyor), and Arthur (provincial engineer), and J. T. Thomson, took part. The latter supported the rapid galvanic signal in preference to the slow-going system of primary triangulation, because it subordinated itself to the wants of the people by its rapidity and economy, and on the ground of its equal accuracy as ap- [214,1344,390,1433]
column-4 [578,38,756,1500]
customs-amount: 104 13 3 [181,517,210,527]
news-item: Popular Concerts.—We are glad to learn that a movement is on foot for the giving of a series of weekly concerts in the Oddfellows' Hall during the winter months. An efficient choir of some twenty voices, under the able leadership of Mr J. T. M. Smith, will perform solos, duets, choruses, part songs, &c.; and as the price of admission has been fixed at one shilling, every one will have an opportunity of enjoying some of the best music at a small cost. The want during the winter of such a series as is now projected has been long felt, and we hope the experiment will meet with the success it merits. [394,1142,574,1269]
ad-rule [30,1220,210,1221]
customs-row [30,553,210,562]
article-paragraph: The City Council at a meeting last night resolved to advise its solicitors to refrain from paying any awards to the Princes street residents. [214,964,390,994]
post-notice: Friday, May 28th. [87,628,153,639]
